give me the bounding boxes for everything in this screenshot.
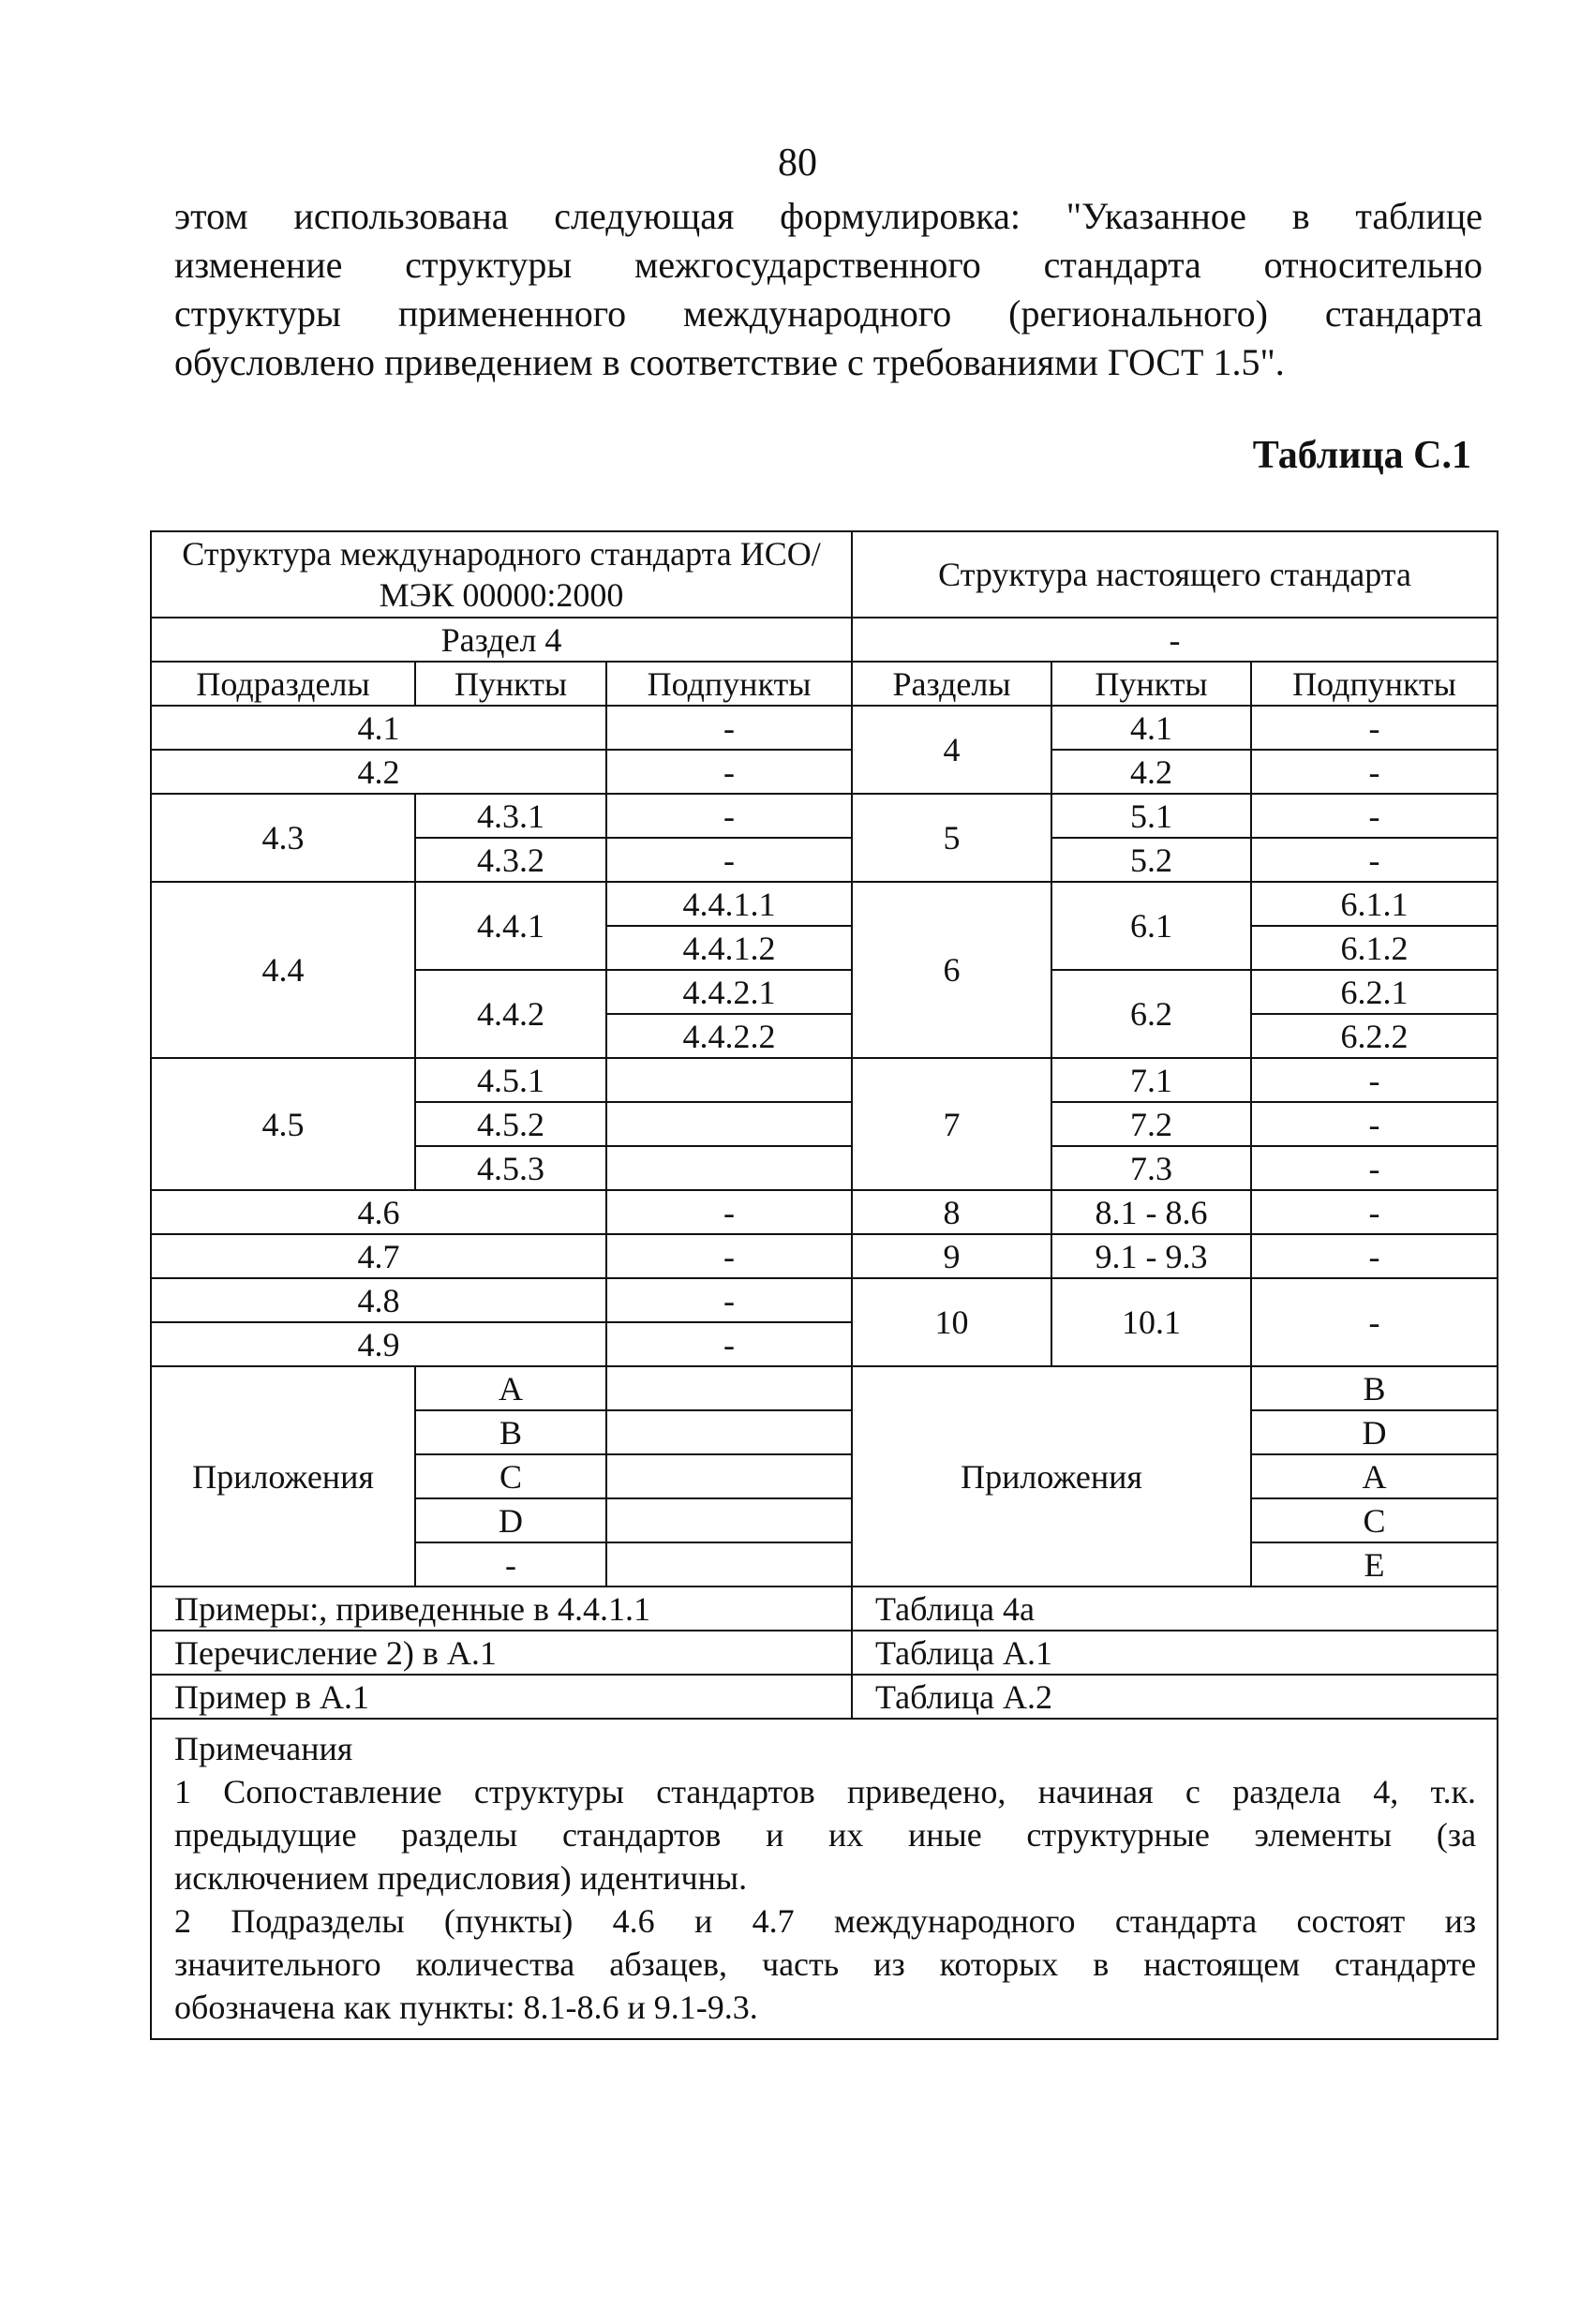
table-row [151,1366,1498,1410]
note-line: исключением предисловия) идентичны. [174,1859,748,1897]
table-cell: 4.4.2.1 [606,970,852,1014]
table-cell: 6.2.2 [1251,1014,1498,1058]
table-cell: 5.1 [1051,794,1251,838]
table-cell: B [415,1410,606,1454]
table-cell: 5 [852,794,1051,882]
table-cell: - [606,794,852,838]
col-header: Пункты [1051,662,1251,706]
table-row [151,1675,1498,1719]
table-cell: C [1251,1498,1498,1542]
table-cell: 7.3 [1051,1146,1251,1190]
table-cell: 4.4.1.2 [606,926,852,970]
intro-line: этом использована следующая формулировка: "Указанное в таблице [174,195,1483,237]
table-cell: C [415,1454,606,1498]
col-header: Пункты [415,662,606,706]
table-cell: 4.4.2.2 [606,1014,852,1058]
table-cell: - [606,750,852,794]
table-cell: 9.1 - 9.3 [1051,1234,1251,1278]
table-cell: 4.1 [1051,706,1251,750]
note-line: значительного количества абзацев, часть из которых в настоящем стандарте [174,1945,1477,1983]
table-row [151,1234,1498,1278]
notes-cell [151,1719,1498,2039]
table-cell: B [1251,1366,1498,1410]
table-cell [606,1058,852,1102]
table-cell: 7 [852,1058,1051,1190]
page-number: 80 [778,142,817,185]
table-cell: 6.1.1 [1251,882,1498,926]
table-cell: 4.5.2 [415,1102,606,1146]
table-cell: - [1251,1102,1498,1146]
table-cell: D [1251,1410,1498,1454]
table-header-row [151,531,1498,618]
table-cell: 9 [852,1234,1051,1278]
table-cell: - [606,706,852,750]
table-cell: - [606,1322,852,1366]
table-cell: 4.4.2 [415,970,606,1058]
table-row [151,1278,1498,1322]
table-cell: - [1251,750,1498,794]
table-cell: 4.1 [151,706,606,750]
table-row [151,1587,1498,1631]
intro-line: структуры примененного международного (регионального) стандарта [174,292,1483,335]
table-cell: Примеры:, приведенные в 4.4.1.1 [151,1587,852,1631]
table-row [151,706,1498,750]
table-cell: 6.2 [1051,970,1251,1058]
table-row [151,794,1498,838]
header-international: Структура международного стандарта ИСО/МЭК 00000:2000 [151,531,852,618]
table-cell: - [1251,1278,1498,1366]
table-caption: Таблица С.1 [1252,434,1471,477]
intro-line: изменение структуры межгосударственного стандарта относительно [174,244,1483,286]
table-cell: 4.5.3 [415,1146,606,1190]
section-left: Раздел 4 [151,618,852,662]
table-cell: 4.3 [151,794,415,882]
note-line: 2 Подразделы (пункты) 4.6 и 4.7 международного стандарта состоят из [174,1902,1477,1940]
col-header: Подразделы [151,662,415,706]
table-cell: 4.4.1.1 [606,882,852,926]
table-cell: - [606,1234,852,1278]
table-cell: 4.3.1 [415,794,606,838]
table-cell: 10.1 [1051,1278,1251,1366]
col-header: Подпункты [1251,662,1498,706]
intro-paragraph [174,192,1483,387]
table-cell: 6.2.1 [1251,970,1498,1014]
note-line: 1 Сопоставление структуры стандартов приведено, начиная с раздела 4, т.к. [174,1773,1477,1810]
table-cell: Перечисление 2) в А.1 [151,1631,852,1675]
notes-title: Примечания [174,1730,353,1767]
table-cell: 4.2 [1051,750,1251,794]
table-cell: 4.8 [151,1278,606,1322]
appendices-label-left: Приложения [151,1366,415,1587]
table-row [151,1058,1498,1102]
table-cell [606,1146,852,1190]
note-line: предыдущие разделы стандартов и их иные структурные элементы (за [174,1816,1477,1854]
table-cell: - [606,1190,852,1234]
table-cell: 8.1 - 8.6 [1051,1190,1251,1234]
table-cell: Пример в А.1 [151,1675,852,1719]
structure-comparison-table [150,530,1498,2040]
table-cell: - [1251,1190,1498,1234]
table-cell: 4.5.1 [415,1058,606,1102]
table-cell: 5.2 [1051,838,1251,882]
table-row [151,750,1498,794]
appendices-label-right: Приложения [852,1366,1251,1587]
table-cell: 7.1 [1051,1058,1251,1102]
table-cell: - [606,838,852,882]
table-cell [606,1454,852,1498]
section-row [151,618,1498,662]
table-cell: 4 [852,706,1051,794]
table-cell: A [1251,1454,1498,1498]
table-cell: 4.5 [151,1058,415,1190]
column-header-row [151,662,1498,706]
table-cell: 6 [852,882,1051,1058]
table-cell: 8 [852,1190,1051,1234]
notes-row [151,1719,1498,2039]
table-cell: - [1251,794,1498,838]
table-cell: 6.1.2 [1251,926,1498,970]
table-cell: Таблица А.2 [852,1675,1498,1719]
table-cell: - [1251,838,1498,882]
intro-line: обусловлено приведением в соответствие с требованиями ГОСТ 1.5". [174,341,1285,383]
table-cell: A [415,1366,606,1410]
table-cell: - [1251,1234,1498,1278]
table-cell: 4.4.1 [415,882,606,970]
table-cell [606,1410,852,1454]
note-line: обозначена как пункты: 8.1-8.6 и 9.1-9.3. [174,1989,758,2026]
table-cell: E [1251,1542,1498,1587]
table-cell: - [606,1278,852,1322]
table-cell: 6.1 [1051,882,1251,970]
table-cell: 7.2 [1051,1102,1251,1146]
table-cell: Таблица 4а [852,1587,1498,1631]
table-cell: 4.2 [151,750,606,794]
table-cell: 4.9 [151,1322,606,1366]
table-cell: 4.7 [151,1234,606,1278]
table-cell [606,1366,852,1410]
table-cell: 4.6 [151,1190,606,1234]
section-right: - [852,618,1498,662]
table-cell [606,1498,852,1542]
table-cell: - [1251,1146,1498,1190]
table-cell [606,1102,852,1146]
table-cell: - [415,1542,606,1587]
table-row [151,882,1498,926]
table-row [151,1631,1498,1675]
table-cell: 10 [852,1278,1051,1366]
table-cell: D [415,1498,606,1542]
table-cell: Таблица А.1 [852,1631,1498,1675]
table-cell: - [1251,1058,1498,1102]
table-cell [606,1542,852,1587]
table-cell: - [1251,706,1498,750]
col-header: Разделы [852,662,1051,706]
table-row [151,1190,1498,1234]
col-header: Подпункты [606,662,852,706]
header-national: Структура настоящего стандарта [852,531,1498,618]
table-cell: 4.3.2 [415,838,606,882]
table-cell: 4.4 [151,882,415,1058]
